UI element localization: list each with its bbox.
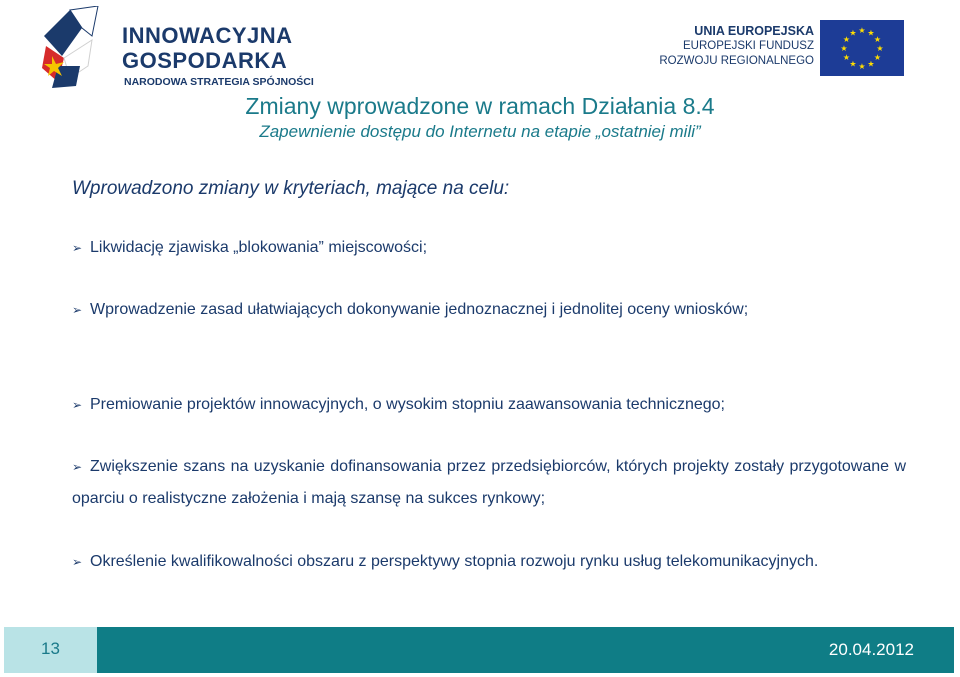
footer [0,627,960,677]
bullet-item [72,232,906,264]
page-number-box [4,627,97,673]
svg-text:★: ★ [840,44,848,53]
bullet-item [72,451,906,515]
bullet-item [72,294,906,326]
bullet-text: Wprowadzenie zasad ułatwiających dokonywanie jednoznacznej i jednolitej oceny wniosków; [90,301,749,318]
arrow-bullet-icon: ➢ [72,460,83,474]
page-number: 13 [41,639,60,658]
svg-text:★: ★ [849,59,857,69]
arrow-bullet-icon: ➢ [72,241,83,255]
svg-text:★: ★ [842,35,851,44]
arrow-bullet-icon: ➢ [72,555,83,569]
arrow-bullet-icon: ➢ [72,303,83,317]
eu-logo [659,20,904,80]
eu-flag-icon [820,20,904,76]
intro-text: Wprowadzono zmiany w kryteriach, mające na celu: [72,178,510,199]
svg-text:★: ★ [876,44,884,53]
innowacyjna-flag-icon [40,6,112,88]
svg-text:★: ★ [858,26,866,35]
logo-line-1: INNOWACYJNA [122,23,293,48]
slide-title: Zmiany wprowadzone w ramach Działania 8.4 [245,93,715,119]
bullet-text: Określenie kwalifikowalności obszaru z perspektywy stopnia rozwoju rynku usług telekomunikacyjnych. [90,553,819,570]
arrow-bullet-icon: ➢ [72,398,83,412]
svg-text:★: ★ [849,28,857,38]
bullet-text: Premiowanie projektów innowacyjnych, o wysokim stopniu zaawansowania technicznego; [90,396,725,413]
eu-line-2: EUROPEJSKI FUNDUSZ [683,40,814,52]
svg-text:★: ★ [873,35,882,44]
bullet-item [72,389,906,421]
bullet-text: Zwiększenie szans na uzyskanie dofinansowania przez przedsiębiorców, których projekty zostały przygotowane w oparciu o realistyczne założenia i mają szansę na sukces rynkowy; [72,458,906,507]
bullet-text: Likwidację zjawiska „blokowania” miejscowości; [90,239,428,256]
slide-subtitle: Zapewnienie dostępu do Internetu na etapie „ostatniej mili” [259,122,701,141]
svg-text:★: ★ [867,59,875,69]
innowacyjna-gospodarka-logo [40,6,330,88]
svg-text:★: ★ [842,53,851,62]
footer-date: 20.04.2012 [828,640,914,659]
svg-text:★: ★ [867,28,875,38]
eu-line-3: ROZWOJU REGIONALNEGO [659,55,814,67]
footer-bar [97,627,954,673]
svg-text:★: ★ [858,62,866,71]
logo-line-2: GOSPODARKA [122,48,288,73]
bullet-item [72,546,906,578]
eu-line-1: UNIA EUROPEJSKA [694,24,814,38]
svg-text:★: ★ [873,53,882,62]
logo-line-3: NARODOWA STRATEGIA SPÓJNOŚCI [124,76,314,88]
